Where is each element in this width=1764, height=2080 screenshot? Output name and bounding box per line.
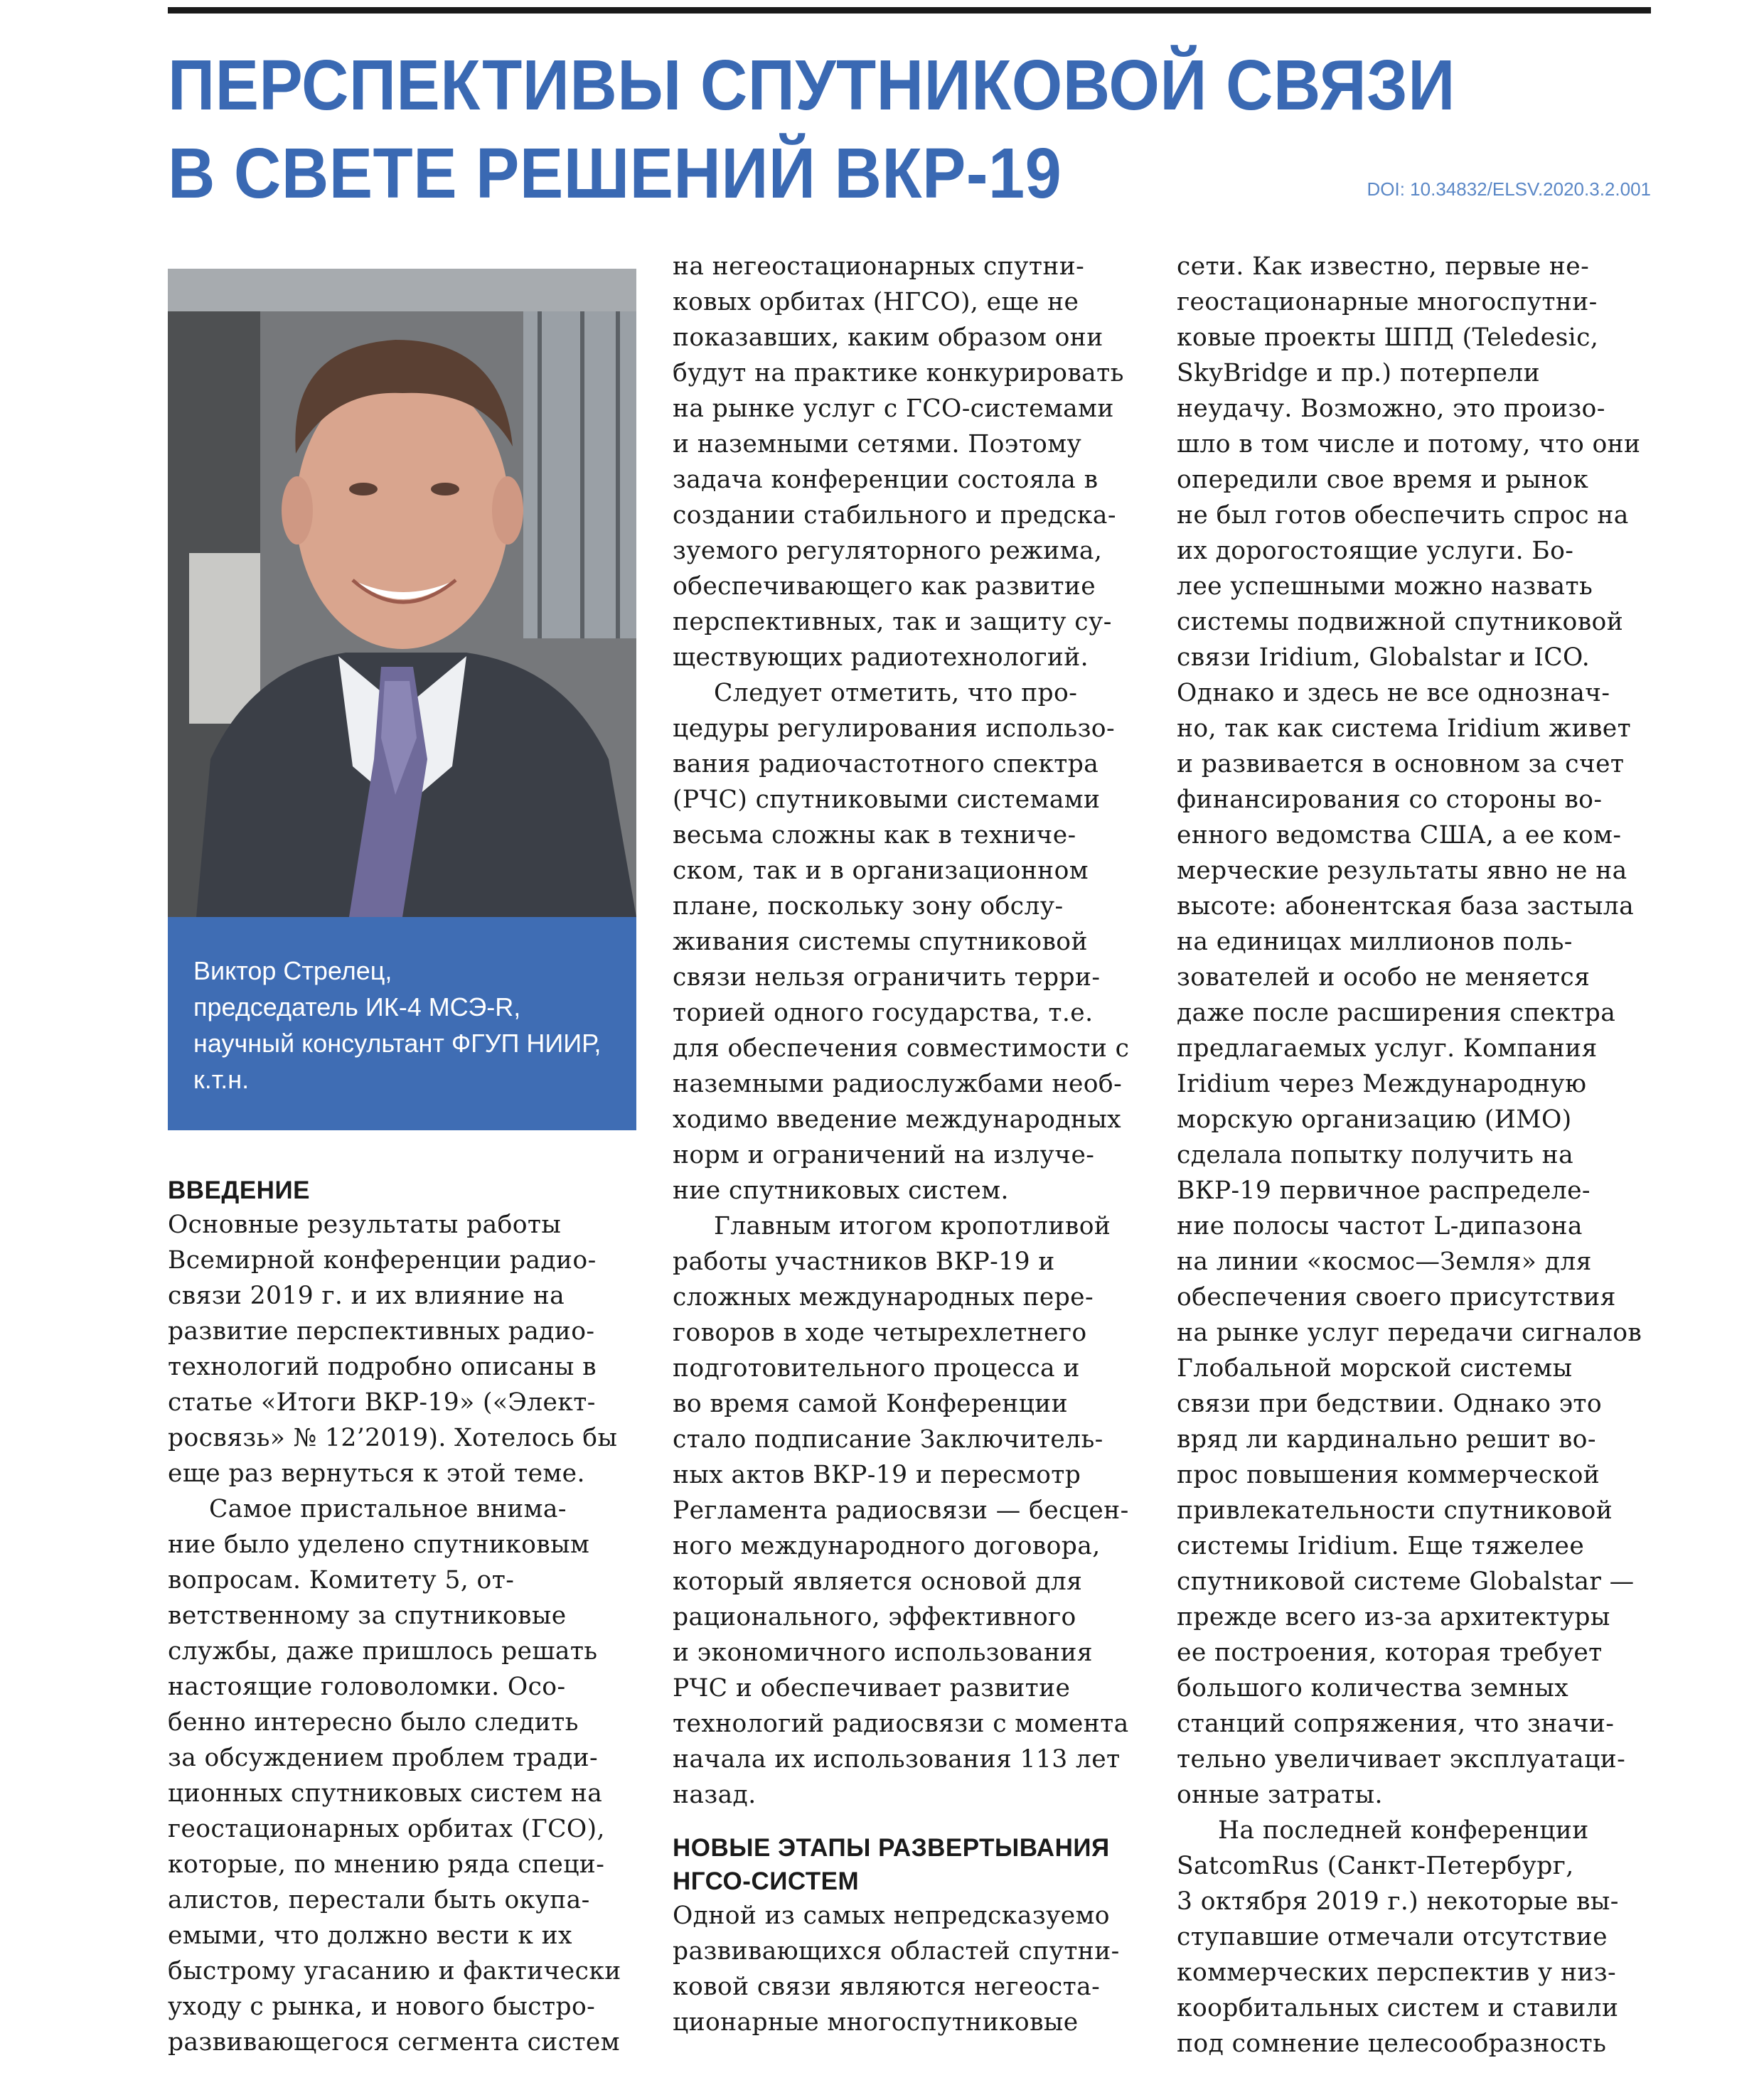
text-line: развивающихся областей спутни- [673,1937,1120,1966]
text-line: будут на практике конкурировать [673,359,1124,387]
text-line: и экономичного использования [673,1639,1093,1667]
text-line: обеспечивающего как развитие [673,572,1096,601]
text-line: работы участников ВКР-19 и [673,1248,1055,1276]
text-line: на рынке услуг с ГСО-системами [673,395,1114,423]
text-line: (РЧС) спутниковыми системами [673,786,1101,814]
text-line: РЧС и обеспечивает развитие [673,1674,1071,1703]
text-line: геостационарных орбитах (ГСО), [168,1815,605,1843]
text-line: спутниковой системе Globalstar — [1177,1567,1635,1596]
text-line: алистов, перестали быть окупа- [168,1886,590,1914]
text-line: для обеспечения совместимости с [673,1034,1130,1063]
text-line: на линии «космос—Земля» для [1177,1248,1592,1276]
text-line: Всемирной конференции радио- [168,1246,597,1275]
text-line: на единицах миллионов поль- [1177,928,1573,956]
article-title [168,41,1455,218]
title-line-1: ПЕРСПЕКТИВЫ СПУТНИКОВОЙ СВЯЗИ [168,45,1455,125]
text-line: ском, так и в организационном [673,857,1089,885]
text-line: Iridium через Международную [1177,1070,1587,1098]
text-line: связи 2019 г. и их влияние на [168,1282,565,1310]
text-line: коорбитальных систем и ставили [1177,1994,1619,2022]
text-line: которые, по мнению ряда специ- [168,1850,605,1879]
text-line: Самое пристальное внима- [209,1495,567,1523]
text-line: ковой связи являются негеоста- [673,1973,1101,2001]
section-heading-introduction: ВВЕДЕНИЕ [168,1176,310,1204]
section-heading-new-stages-2: НГСО-СИСТЕМ [673,1867,860,1895]
text-line: обеспечения своего присутствия [1177,1283,1616,1312]
text-line: ществующих радиотехнологий. [673,643,1089,672]
text-line: ветственному за спутниковые [168,1602,567,1630]
text-line: Одной из самых непредсказуемо [673,1902,1110,1930]
text-line: 3 октября 2019 г.) некоторые вы- [1177,1887,1619,1916]
text-line: Основные результаты работы [168,1211,562,1239]
text-line: емыми, что должно вести к их [168,1921,572,1950]
text-line: ного международного договора, [673,1532,1101,1560]
text-line: живания системы спутниковой [673,928,1088,956]
text-line: под сомнение целесообразность [1177,2030,1607,2058]
text-line: ние было уделено спутниковым [168,1530,590,1559]
text-line: Однако и здесь не все однознач- [1177,679,1610,707]
text-line: службы, даже пришлось решать [168,1637,598,1666]
text-line: быстрому угасанию и фактически [168,1957,621,1985]
text-line: подготовительного процесса и [673,1354,1080,1383]
text-line: на негеостационарных спутни- [673,252,1085,281]
text-line: Глобальной морской системы [1177,1354,1573,1383]
text-line: задача конференции состояла в [673,466,1099,494]
column-1 [168,1174,637,2060]
text-line: SkyBridge и пр.) потерпели [1177,359,1540,387]
section-heading-new-stages-1: НОВЫЕ ЭТАПЫ РАЗВЕРТЫВАНИЯ [673,1834,1110,1862]
text-line: ных актов ВКР-19 и пересмотр [673,1461,1081,1489]
text-line: станций сопряжения, что значи- [1177,1710,1615,1738]
column-2-text-b [673,1898,1156,2040]
author-photo-illustration [168,269,636,917]
text-line: развивающегося сегмента систем [168,2028,620,2057]
text-line: стало подписание Заключитель- [673,1425,1103,1454]
text-line: цедуры регулирования использо- [673,714,1116,743]
text-line: технологий подробно описаны в [168,1353,597,1381]
text-line: мерческие результаты явно не на [1177,857,1627,885]
text-line: шло в том числе и потому, что они [1177,430,1641,459]
text-line: зуемого регуляторного режима, [673,537,1103,565]
caption-position: председатель ИК-4 МСЭ-R, [193,992,521,1022]
text-line: морскую организацию (ИМО) [1177,1105,1572,1134]
text-line: за обсуждением проблем тради- [168,1744,599,1772]
text-line: привлекательности спутниковой [1177,1496,1613,1525]
text-line: системы Iridium. Еще тяжелее [1177,1532,1585,1560]
text-line: ние полосы частот L-дипазона [1177,1212,1583,1240]
text-line: связи Iridium, Globalstar и ICO. [1177,643,1591,672]
text-line: статье «Итоги ВКР-19» («Элект- [168,1388,596,1417]
text-line: технологий радиосвязи с момента [673,1710,1129,1738]
text-line: во время самой Конференции [673,1390,1069,1418]
text-line: высоте: абонентская база застыла [1177,892,1635,921]
text-line: вопросам. Комитету 5, от- [168,1566,515,1594]
text-line: прос повышения коммерческой [1177,1461,1600,1489]
text-line: ционарные многоспутниковые [673,2008,1079,2037]
text-line: связи при бедствии. Однако это [1177,1390,1603,1418]
caption-degree: к.т.н. [193,1065,250,1094]
text-line: опередили свое время и рынок [1177,466,1589,494]
text-line: Главным итогом кропотливой [714,1212,1111,1240]
text-line: и наземными сетями. Поэтому [673,430,1082,459]
text-line: показавших, каким образом они [673,323,1103,352]
text-line: развитие перспективных радио- [168,1317,595,1346]
text-line: но, так как система Iridium живет [1177,714,1632,743]
text-line: ковых орбитах (НГСО), еще не [673,288,1079,316]
text-line: еще раз вернуться к этой теме. [168,1459,585,1488]
text-line: ние спутниковых систем. [673,1176,1009,1205]
author-photo [168,269,636,917]
text-line: торией одного государства, т.е. [673,999,1094,1027]
text-line: енного ведомства США, а ее ком- [1177,821,1622,849]
text-line: ковые проекты ШПД (Teledesic, [1177,323,1599,352]
text-line: геостационарные многоспутни- [1177,288,1598,316]
text-line: назад. [673,1781,757,1809]
text-line: перспективных, так и защиту су- [673,608,1112,636]
text-line: ступавшие отмечали отсутствие [1177,1923,1608,1951]
text-line: прежде всего из-за архитектуры [1177,1603,1610,1631]
text-line: ционных спутниковых систем на [168,1779,603,1808]
text-line: ее построения, которая требует [1177,1639,1603,1667]
text-line: который является основой для [673,1567,1083,1596]
text-line: настоящие головоломки. Осо- [168,1673,566,1701]
text-line: вания радиочастотного спектра [673,750,1099,778]
text-line: SatcomRus (Санкт-Петербург, [1177,1852,1574,1880]
text-line: плане, поскольку зону обслу- [673,892,1064,921]
text-line: начала их использования 113 лет [673,1745,1121,1774]
text-line: весьма сложны как в техниче- [673,821,1076,849]
column-2 [673,249,1156,2040]
top-rule [168,7,1651,14]
text-line: росвязь» № 12’2019). Хотелось бы [168,1424,618,1452]
text-line: рационального, эффективного [673,1603,1076,1631]
text-line: сети. Как известно, первые не- [1177,252,1590,281]
text-line: уходу с рынка, и нового быстро- [168,1993,596,2021]
text-line: говоров в ходе четырехлетнего [673,1319,1087,1347]
text-line: их дорогостоящие услуги. Бо- [1177,537,1574,565]
text-line: большого количества земных [1177,1674,1569,1703]
text-line: Следует отметить, что про- [714,679,1078,707]
column-3 [1177,249,1660,2062]
text-line: бенно интересно было следить [168,1708,579,1737]
column-2-text-a [673,249,1156,1813]
text-line: ВКР-19 первичное распределе- [1177,1176,1591,1205]
text-line: связи нельзя ограничить терри- [673,963,1101,992]
caption-name: Виктор Стрелец, [193,956,392,985]
text-line: вряд ли кардинально решит во- [1177,1425,1596,1454]
text-line: даже после расширения спектра [1177,999,1616,1027]
text-line: наземными радиослужбами необ- [673,1070,1123,1098]
caption-affiliation: научный консультант ФГУП НИИР, [193,1029,602,1058]
text-line: не был готов обеспечить спрос на [1177,501,1629,530]
text-line: зователей и особо не меняется [1177,963,1591,992]
text-line: на рынке услуг передачи сигналов [1177,1319,1642,1347]
column-3-text [1177,249,1660,2062]
text-line: сложных международных пере- [673,1283,1094,1312]
text-line: и развивается в основном за счет [1177,750,1625,778]
column-1-text [168,1207,637,2060]
title-line-2: В СВЕТЕ РЕШЕНИЙ ВКР-19 [168,134,1062,213]
text-line: тельно увеличивает эксплуатаци- [1177,1745,1626,1774]
text-line: создании стабильного и предска- [673,501,1116,530]
text-line: неудачу. Возможно, это произо- [1177,395,1605,423]
text-line: предлагаемых услуг. Компания [1177,1034,1598,1063]
doi-label: DOI: 10.34832/ELSV.2020.3.2.001 [1367,178,1651,200]
text-line: норм и ограничений на излуче- [673,1141,1095,1169]
photo-caption [168,917,636,1130]
text-line: коммерческих перспектив у низ- [1177,1958,1617,1987]
text-line: финансирования со стороны во- [1177,786,1603,814]
text-line: ходимо введение международных [673,1105,1122,1134]
text-line: лее успешными можно назвать [1177,572,1593,601]
text-line: На последней конференции [1218,1816,1589,1845]
text-line: сделала попытку получить на [1177,1141,1574,1169]
text-line: Регламента радиосвязи — бесцен- [673,1496,1129,1525]
text-line: онные затраты. [1177,1781,1383,1809]
text-line: системы подвижной спутниковой [1177,608,1624,636]
